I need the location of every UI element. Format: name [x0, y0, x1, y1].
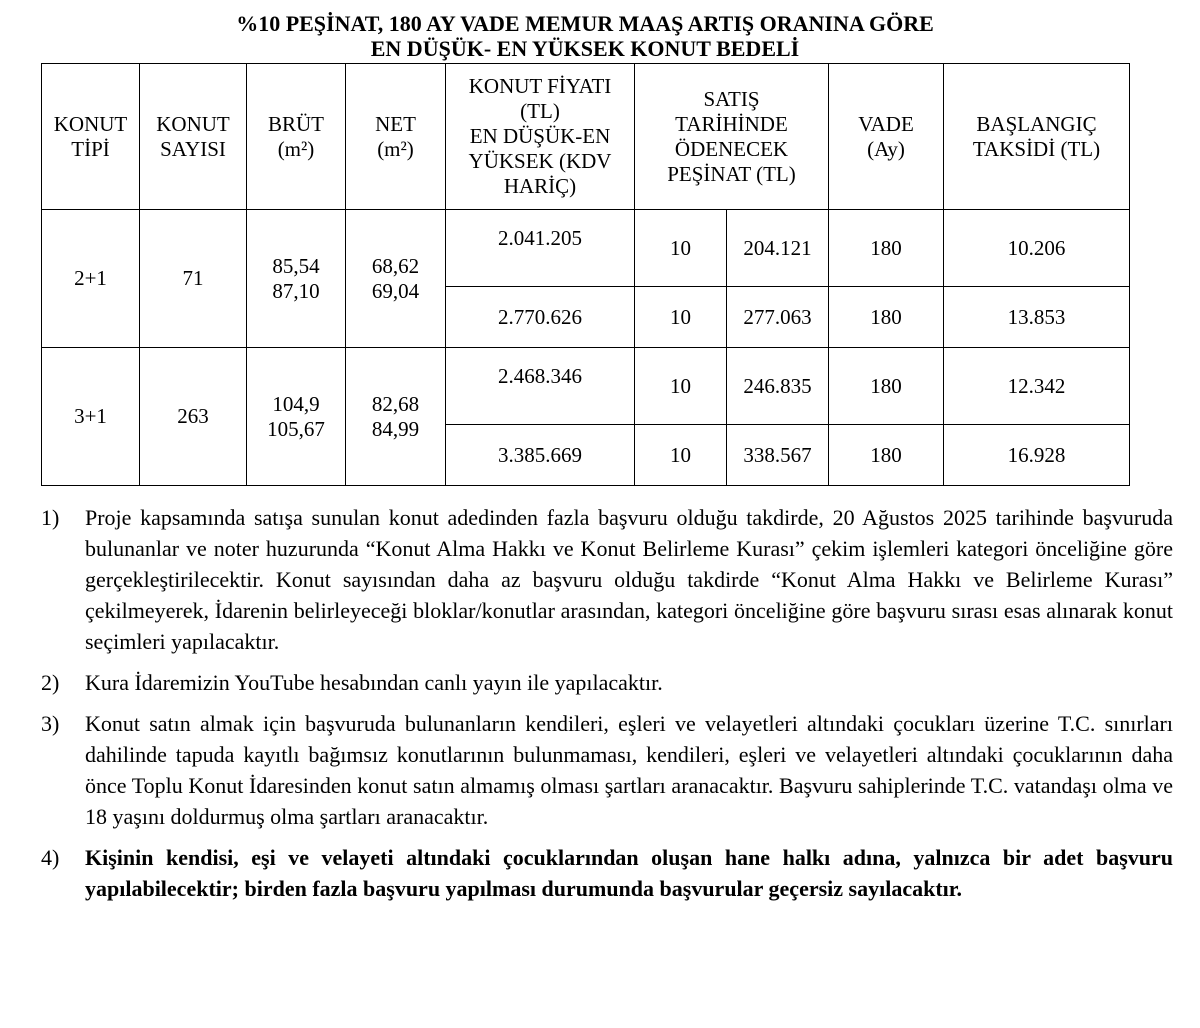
cell-vade: 180: [829, 287, 944, 348]
list-item-text: Proje kapsamında satışa sunulan konut adedinden fazla başvuru olduğu takdirde, 20 Ağustos 2025 tarihinde başvuruda bulunanlar ve noter huzurunda “Konut Alma Hakkı ve Konut Belirleme Kurası” çekim işlemleri kategori önceliğine göre gerçekleştirilecektir. Konut sayısından daha az başvuru olduğu takdirde “Konut Alma Hakkı ve Belirleme Kurası” çekilmeyerek, İdarenin belirleyeceği bloklar/konutlar arasından, kategori önceliğine göre başvuru sırası esas alınarak konut seçimleri yapılacaktır.: [85, 505, 1173, 654]
list-item-number: 3): [41, 711, 60, 736]
cell-pesinat-orani: 10: [635, 348, 727, 425]
cell-pesinat-orani: 10: [635, 425, 727, 486]
cell-konut-sayisi: 263: [140, 348, 247, 486]
list-item: [41, 842, 1173, 904]
list-item-text: Kişinin kendisi, eşi ve velayeti altındaki çocuklarından oluşan hane halkı adına, yalnızca bir adet başvuru yapılabilecektir; birden fazla başvuru yapılması durumunda başvurular geçersiz sayılacaktır.: [85, 845, 1173, 901]
header-net: [346, 64, 446, 210]
document-title-line-2: EN DÜŞÜK- EN YÜKSEK KONUT BEDELİ: [370, 36, 800, 61]
list-item-number: 2): [41, 670, 60, 695]
cell-baslangic-taksidi: 12.342: [944, 348, 1130, 425]
cell-line: KONUT FİYATI: [468, 74, 612, 98]
cell-line: ÖDENECEK: [674, 136, 789, 161]
list-item: [41, 667, 1173, 698]
header-konut-sayisi: [140, 64, 247, 210]
cell-line: (Ay): [867, 136, 905, 161]
cell-line: TARİHİNDE: [675, 111, 788, 136]
table-header-row: [42, 64, 1130, 210]
list-item-text: Kura İdaremizin YouTube hesabından canlı yayın ile yapılacaktır.: [85, 670, 663, 695]
cell-line: SAYISI: [160, 136, 226, 161]
cell-baslangic-taksidi: 10.206: [944, 210, 1130, 287]
cell-line: 85,54: [272, 253, 320, 278]
cell-line: HARİÇ): [503, 174, 577, 198]
cell-line: (TL): [520, 99, 560, 123]
cell-line: EN DÜŞÜK-EN: [469, 124, 611, 148]
list-item: [41, 708, 1173, 832]
cell-pesinat-tutari: 246.835: [727, 348, 829, 425]
document-title-line-1: %10 PEŞİNAT, 180 AY VADE MEMUR MAAŞ ARTIŞ ORANINA GÖRE: [236, 11, 934, 36]
cell-konut-fiyati: 2.770.626: [446, 287, 635, 348]
cell-baslangic-taksidi: 13.853: [944, 287, 1130, 348]
housing-price-table: [41, 63, 1130, 486]
list-item-number: 1): [41, 505, 60, 530]
cell-pesinat-tutari: 277.063: [727, 287, 829, 348]
cell-line: YÜKSEK (KDV: [468, 149, 612, 173]
header-konut-tipi: [42, 64, 140, 210]
cell-konut-fiyati: 3.385.669: [446, 425, 635, 486]
cell-pesinat-orani: 10: [635, 210, 727, 287]
cell-line: NET: [375, 111, 416, 136]
cell-line: PEŞİNAT (TL): [667, 161, 796, 186]
cell-line: TAKSİDİ (TL): [972, 136, 1101, 161]
cell-line: 68,62: [371, 253, 420, 278]
cell-line: VADE: [858, 111, 914, 136]
cell-line: (m²): [277, 136, 315, 161]
cell-brut: [247, 348, 346, 486]
cell-line: 84,99: [371, 416, 420, 441]
cell-vade: 180: [829, 425, 944, 486]
list-item: [41, 502, 1173, 657]
cell-net: [346, 348, 446, 486]
cell-konut-tipi: 3+1: [42, 348, 140, 486]
cell-line: 105,67: [267, 416, 325, 441]
cell-line: 69,04: [371, 278, 420, 303]
cell-konut-fiyati: 2.468.346: [446, 348, 635, 425]
cell-line: SATIŞ: [703, 86, 760, 111]
header-brut: [247, 64, 346, 210]
list-item-text: Konut satın almak için başvuruda bulunanların kendileri, eşleri ve velayetleri altındaki çocukları üzerine T.C. sınırları dahilinde tapuda kayıtlı bağımsız konutlarının bulunmaması, kendileri, eşleri ve velayetleri altındaki çocuklarının daha önce Toplu Konut İdaresinden konut satın almamış olması şartları aranacaktır. Başvuru sahiplerinde T.C. vatandaşı olma ve 18 yaşını doldurmuş olma şartları aranacaktır.: [85, 711, 1173, 829]
header-pesinat: [635, 64, 829, 210]
table-row: [42, 348, 1130, 425]
conditions-list: [41, 502, 1173, 914]
cell-pesinat-orani: 10: [635, 287, 727, 348]
header-baslangic-taksidi: [944, 64, 1130, 210]
cell-konut-tipi: 2+1: [42, 210, 140, 348]
cell-brut: [247, 210, 346, 348]
cell-baslangic-taksidi: 16.928: [944, 425, 1130, 486]
cell-line: BAŞLANGIÇ: [976, 111, 1097, 136]
cell-line: 87,10: [272, 278, 320, 303]
cell-konut-fiyati: 2.041.205: [446, 210, 635, 287]
cell-line: 104,9: [272, 391, 320, 416]
cell-line: KONUT: [156, 111, 230, 136]
table-row: [42, 210, 1130, 287]
cell-line: (m²): [377, 136, 414, 161]
cell-line: BRÜT: [267, 111, 324, 136]
cell-net: [346, 210, 446, 348]
cell-line: TİPİ: [71, 136, 110, 161]
cell-line: 82,68: [371, 391, 420, 416]
cell-pesinat-tutari: 204.121: [727, 210, 829, 287]
header-vade: [829, 64, 944, 210]
list-item-number: 4): [41, 845, 60, 870]
cell-pesinat-tutari: 338.567: [727, 425, 829, 486]
cell-konut-sayisi: 71: [140, 210, 247, 348]
cell-vade: 180: [829, 348, 944, 425]
header-konut-fiyati: [446, 64, 635, 210]
cell-line: KONUT: [53, 111, 128, 136]
cell-vade: 180: [829, 210, 944, 287]
